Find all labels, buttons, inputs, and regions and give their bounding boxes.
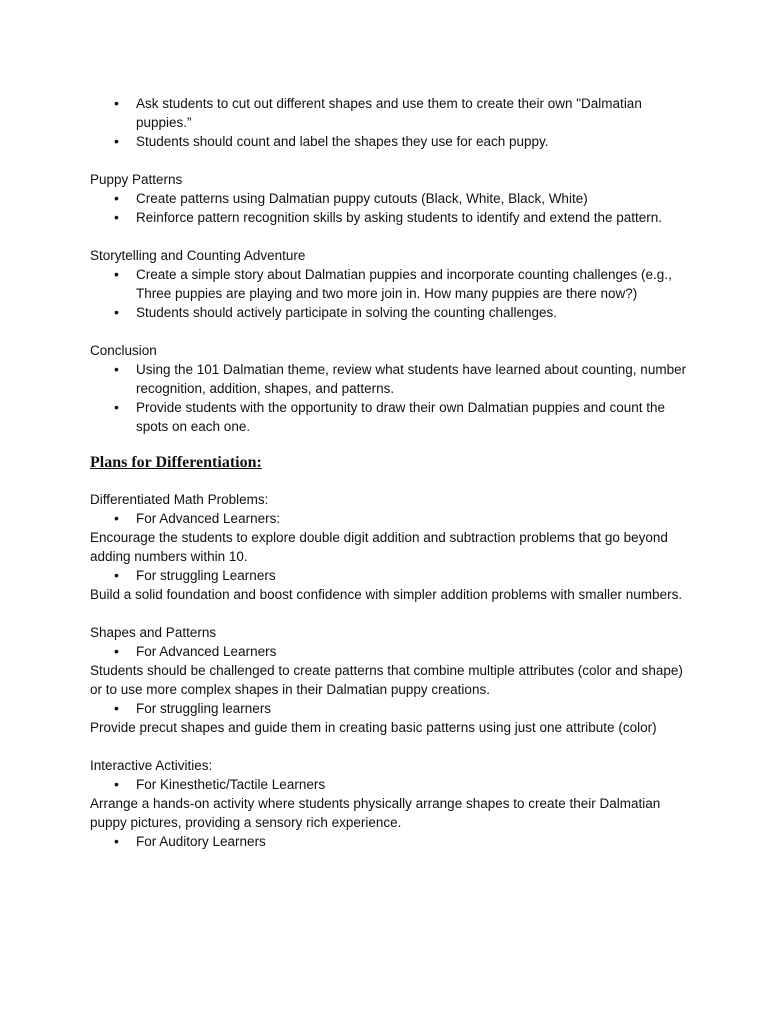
patterns-list	[90, 189, 690, 227]
math-advanced-list	[90, 509, 690, 528]
interactive-auditory-list	[90, 832, 690, 851]
section-heading-puppy-patterns: Puppy Patterns	[90, 172, 183, 187]
list-item: • Create a simple story about Dalmatian puppies and incorporate counting challenges (e.g., Three puppies are playing and two more join in. How many puppies are there now?)	[90, 265, 690, 303]
list-item: • Using the 101 Dalmatian theme, review what students have learned about counting, number recognition, addition, shapes, and patterns.	[90, 360, 690, 398]
list-item: • Ask students to cut out different shapes and use them to create their own "Dalmatian puppies.”	[90, 94, 690, 132]
list-item: • Students should actively participate in solving the counting challenges.	[90, 303, 690, 322]
section-heading-shapes: Shapes and Patterns	[90, 625, 217, 640]
list-item: • For Auditory Learners	[90, 832, 690, 851]
section-heading-math: Differentiated Math Problems:	[90, 492, 269, 507]
interactive-kinesthetic-text: Arrange a hands-on activity where students physically arrange shapes to create their Dalmatian puppy pictures, providing a sensory rich experience.	[90, 796, 661, 830]
list-item: • Create patterns using Dalmatian puppy cutouts (Black, White, Black, White)	[90, 189, 690, 208]
story-list	[90, 265, 690, 322]
section-heading-conclusion: Conclusion	[90, 343, 157, 358]
math-struggling-list	[90, 566, 690, 585]
interactive-kinesthetic-list	[90, 775, 690, 794]
shapes-struggling-list	[90, 699, 690, 718]
list-item: • For struggling Learners	[90, 566, 690, 585]
section-heading-storytelling: Storytelling and Counting Adventure	[90, 248, 306, 263]
shapes-advanced-text: Students should be challenged to create patterns that combine multiple attributes (color and shape) or to use more complex shapes in their Dalmatian puppy creations.	[90, 663, 683, 697]
document-page	[90, 94, 690, 851]
shapes-advanced-list	[90, 642, 690, 661]
math-struggling-text: Build a solid foundation and boost confidence with simpler addition problems with smaller numbers.	[90, 587, 683, 602]
shapes-struggling-text: Provide precut shapes and guide them in creating basic patterns using just one attribute (color)	[90, 720, 657, 735]
list-item: • For struggling learners	[90, 699, 690, 718]
differentiation-title: Plans for Differentiation:	[90, 454, 262, 471]
list-item: • Provide students with the opportunity to draw their own Dalmatian puppies and count the spots on each one.	[90, 398, 690, 436]
conclusion-list	[90, 360, 690, 436]
math-advanced-text: Encourage the students to explore double digit addition and subtraction problems that go beyond adding numbers within 10.	[90, 530, 668, 564]
intro-list	[90, 94, 690, 151]
list-item: • For Advanced Learners	[90, 642, 690, 661]
list-item: • For Advanced Learners:	[90, 509, 690, 528]
section-heading-interactive: Interactive Activities:	[90, 758, 213, 773]
list-item: • Students should count and label the shapes they use for each puppy.	[90, 132, 690, 151]
list-item: • Reinforce pattern recognition skills by asking students to identify and extend the pattern.	[90, 208, 690, 227]
list-item: • For Kinesthetic/Tactile Learners	[90, 775, 690, 794]
